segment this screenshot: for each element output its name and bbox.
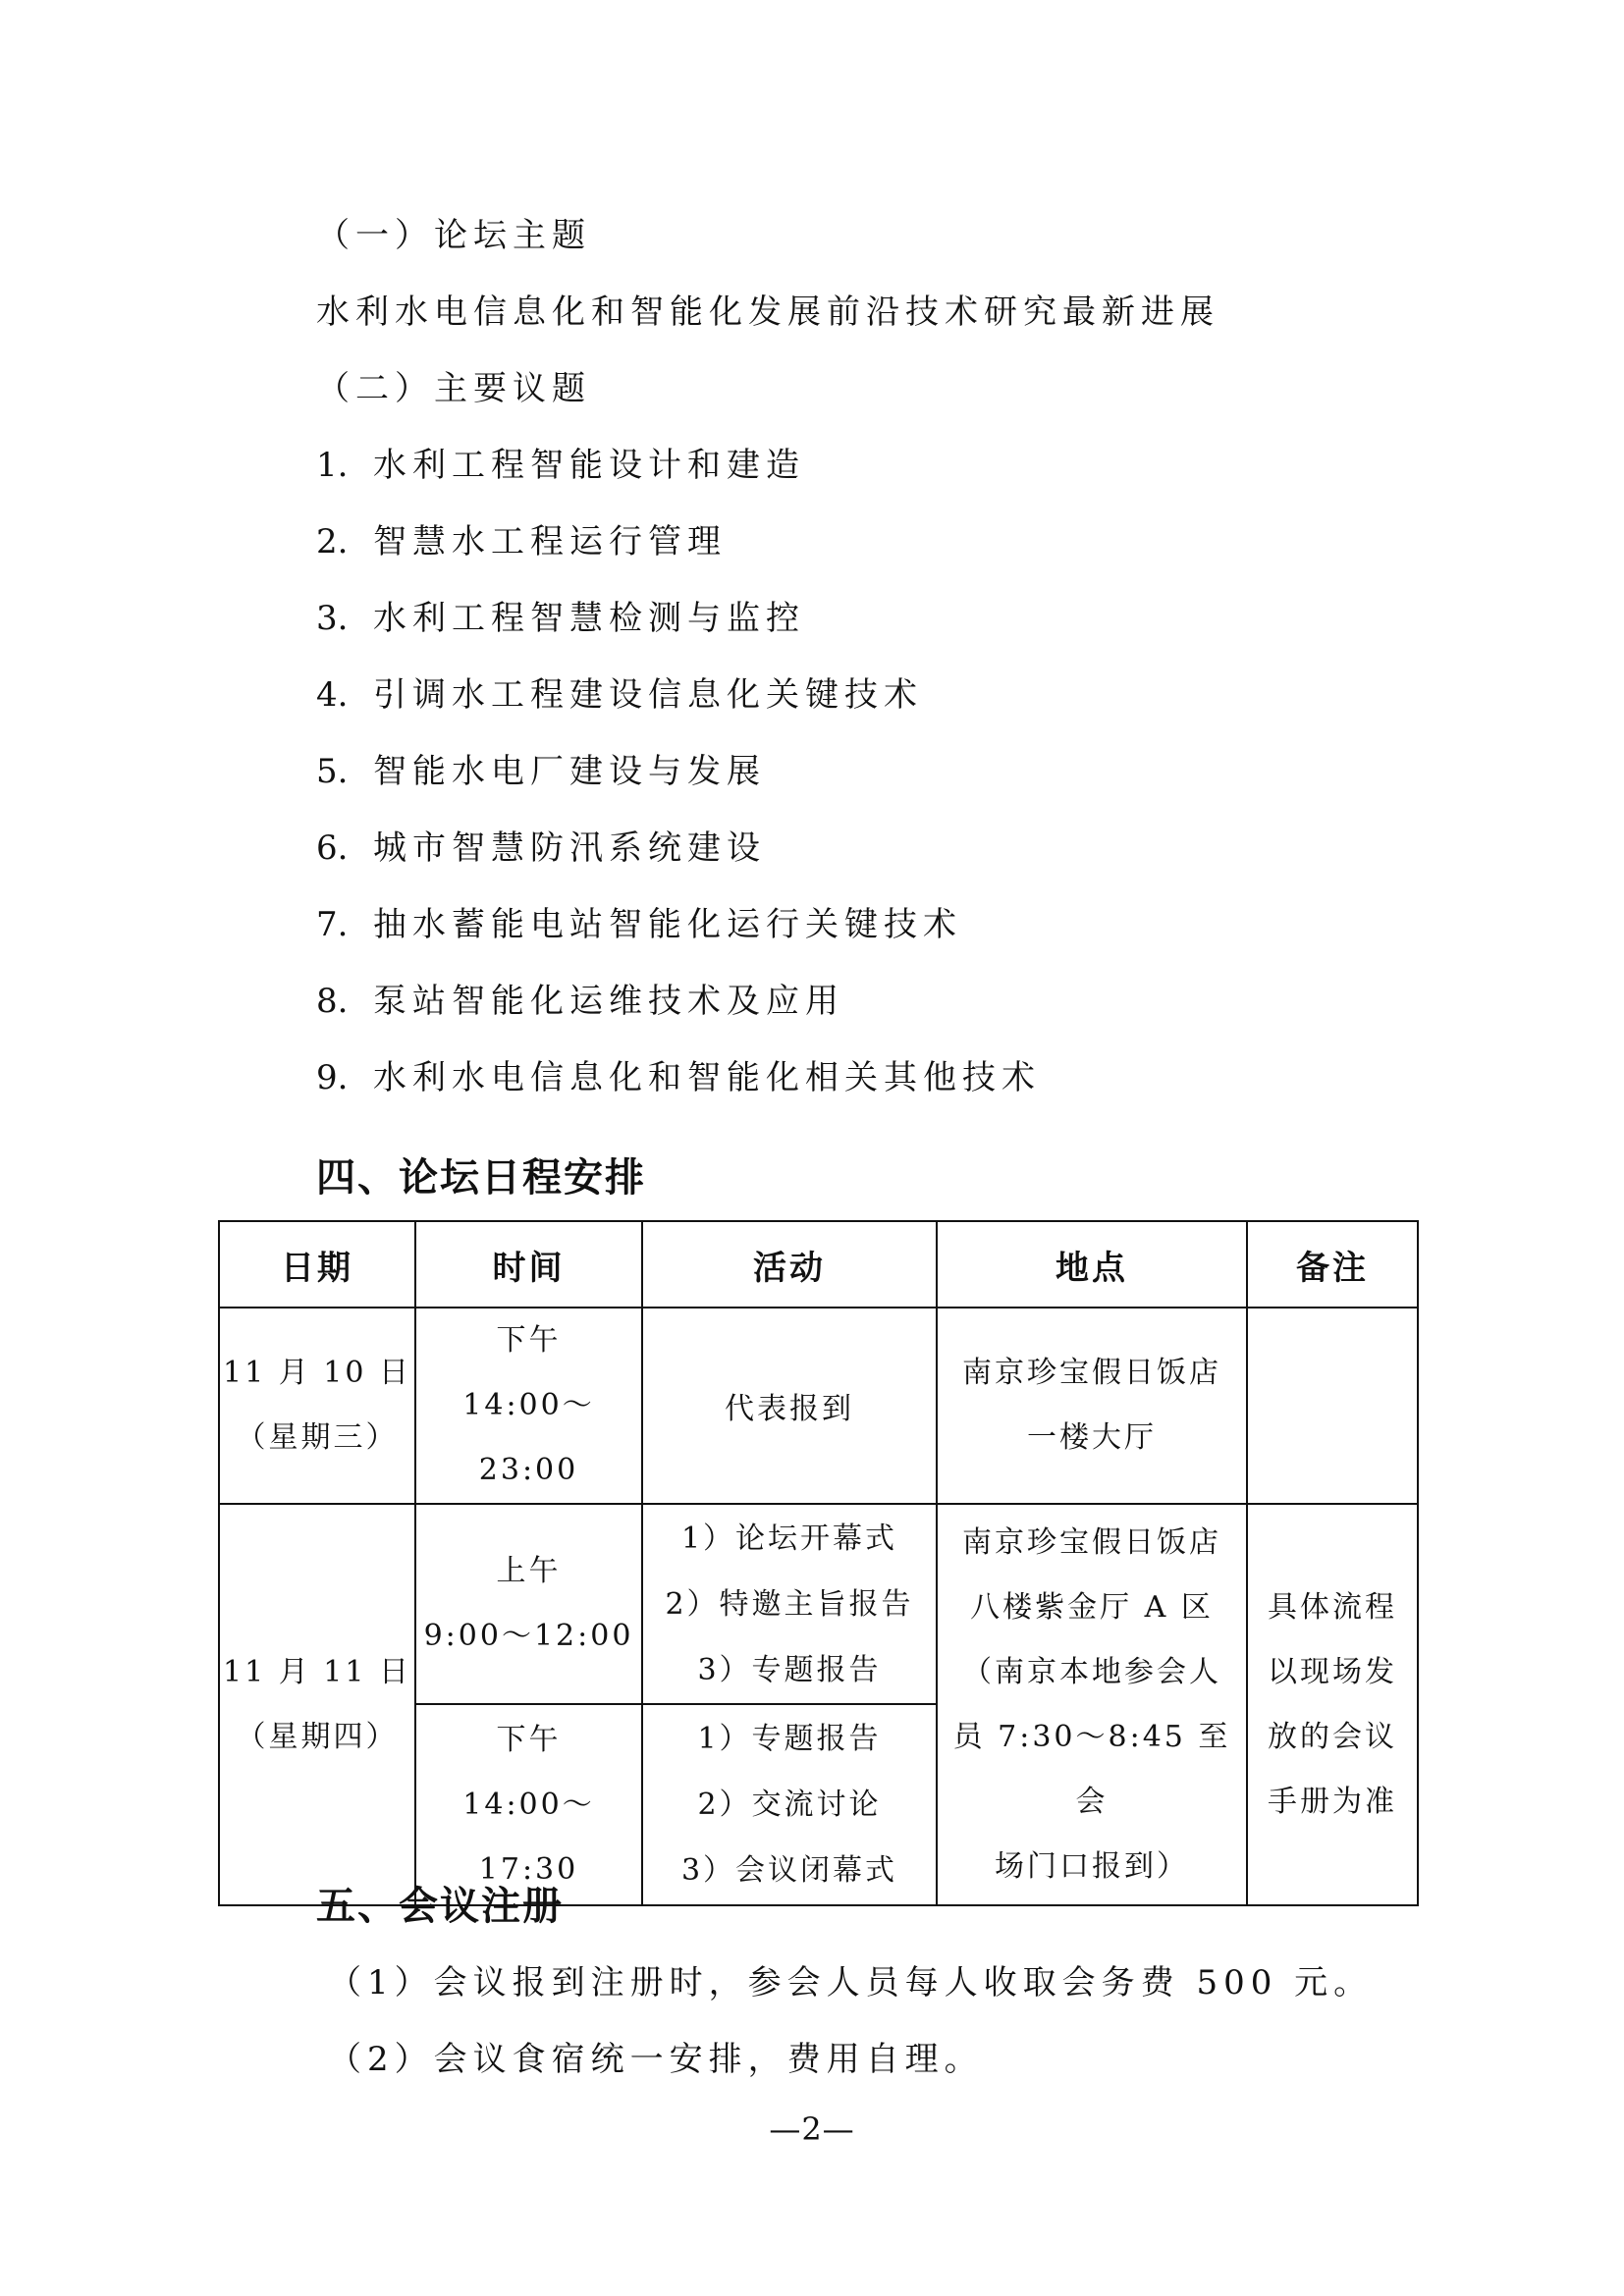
schedule-table (218, 1220, 1419, 1906)
date-cell: 11 月 10 日 （星期三） (219, 1308, 415, 1504)
list-item: 1. 水利工程智能设计和建造 (316, 446, 805, 485)
location-cell: 南京珍宝假日饭店 一楼大厅 (937, 1308, 1247, 1504)
list-item: 8. 泵站智能化运维技术及应用 (316, 982, 844, 1021)
header-time: 时间 (415, 1221, 642, 1308)
note-cell (1247, 1308, 1418, 1504)
forum-theme: 水利水电信息化和智能化发展前沿技术研究最新进展 (316, 293, 1219, 332)
note-cell: 具体流程 以现场发 放的会议 手册为准 (1247, 1504, 1418, 1905)
header-activity: 活动 (642, 1221, 937, 1308)
header-location: 地点 (937, 1221, 1247, 1308)
schedule-heading: 四、论坛日程安排 (316, 1155, 646, 1201)
list-item: 6. 城市智慧防汛系统建设 (316, 828, 766, 868)
list-item: 5. 智能水电厂建设与发展 (316, 752, 766, 791)
time-cell: 下午 14:00～23:00 (415, 1308, 642, 1504)
activity-cell-am: 1）论坛开幕式 2）特邀主旨报告 3）专题报告 (642, 1504, 937, 1704)
sub2-title: （二）主要议题 (316, 369, 591, 408)
header-date: 日期 (219, 1221, 415, 1308)
time-cell-pm: 下午 14:00～17:30 (415, 1704, 642, 1905)
list-item: 2. 智慧水工程运行管理 (316, 522, 727, 561)
table-row (219, 1504, 1418, 1704)
table-header-row (219, 1221, 1418, 1308)
date-cell: 11 月 11 日 （星期四） (219, 1504, 415, 1905)
list-item: 3. 水利工程智慧检测与监控 (316, 599, 805, 638)
activity-cell-pm: 1）专题报告 2）交流讨论 3）会议闭幕式 (642, 1704, 937, 1905)
location-cell: 南京珍宝假日饭店 八楼紫金厅 A 区 （南京本地参会人 员 7:30～8:45 至会 场门口报到） (937, 1504, 1247, 1905)
table-row (219, 1308, 1418, 1504)
registration-item-lodging: （2）会议食宿统一安排，费用自理。 (328, 2040, 984, 2079)
activity-cell: 代表报到 (642, 1308, 937, 1504)
page-number: —2— (769, 2110, 855, 2148)
header-note: 备注 (1247, 1221, 1418, 1308)
list-item: 4. 引调水工程建设信息化关键技术 (316, 675, 923, 715)
list-item: 7. 抽水蓄能电站智能化运行关键技术 (316, 905, 962, 944)
registration-item-fee: （1）会议报到注册时，参会人员每人收取会务费 500 元。 (328, 1963, 1374, 2002)
registration-heading: 五、会议注册 (316, 1884, 564, 1929)
sub1-title: （一）论坛主题 (316, 216, 591, 255)
time-cell-am: 上午 9:00～12:00 (415, 1504, 642, 1704)
list-item: 9. 水利水电信息化和智能化相关其他技术 (316, 1058, 1041, 1097)
